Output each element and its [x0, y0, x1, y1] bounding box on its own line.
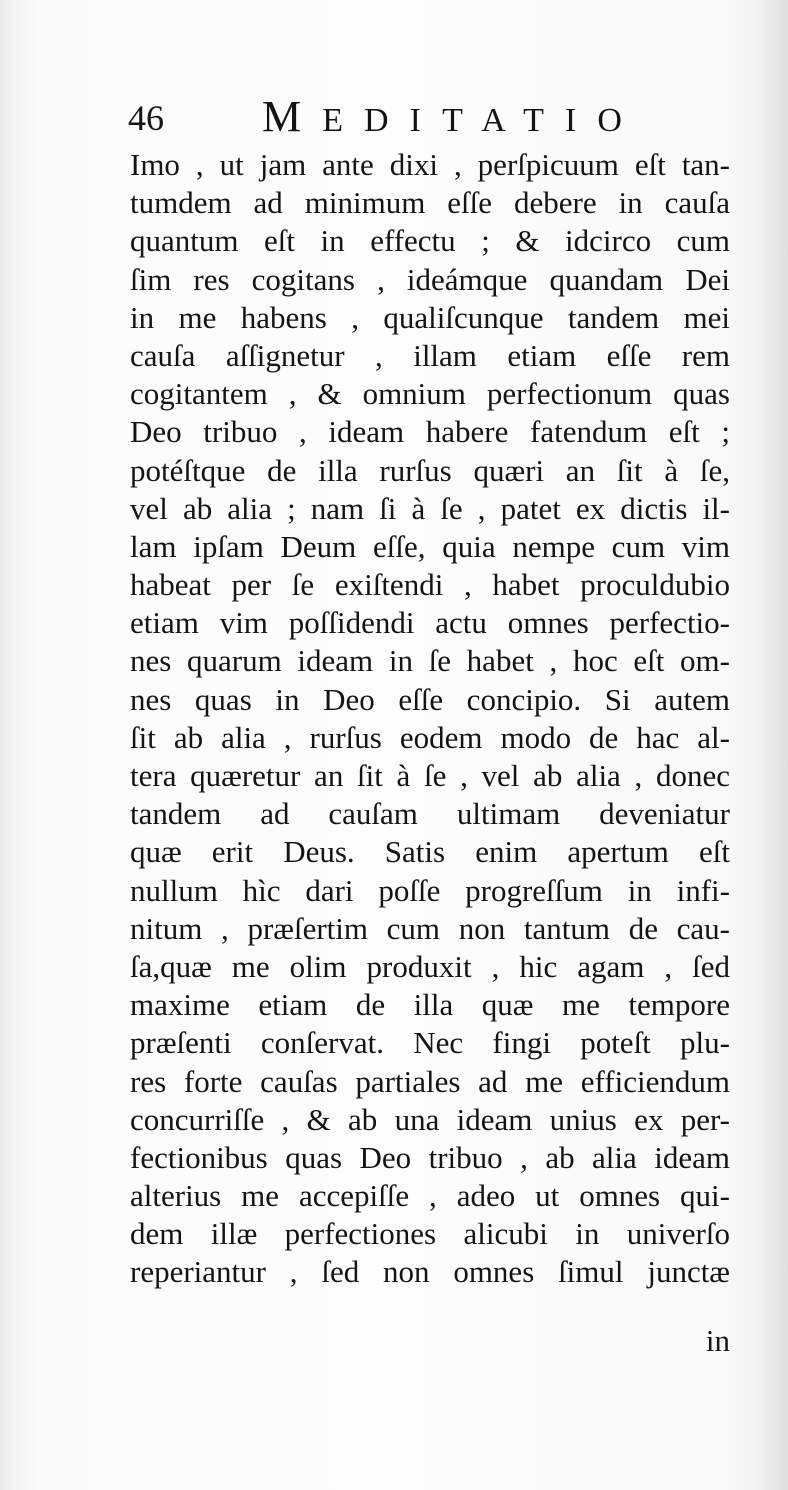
text-line: res forte cauſas partiales ad me efficiendum — [130, 1063, 730, 1099]
text-line: in me habens , qualiſcunque tandem mei — [130, 299, 730, 335]
text-line: nes quarum ideam in ſe habet , hoc eſt om- — [130, 643, 730, 679]
catchword: in — [705, 1323, 730, 1358]
text-line: nitum , præſertim cum non tantum de cau- — [130, 910, 730, 946]
text-line: tera quæretur an ſit à ſe , vel ab alia , donec — [130, 758, 730, 793]
text-line: fectionibus quas Deo tribuo , ab alia ideam — [130, 1139, 730, 1175]
text-line: cauſa aſſignetur , illam etiam eſſe rem — [130, 337, 730, 373]
page-edge-shadow — [758, 0, 788, 1490]
text-line: ſim res cogitans , ideámque quandam Dei — [130, 261, 730, 297]
page-number: 46 — [128, 98, 164, 138]
text-line: nullum hìc dari poſſe progreſſum in infi- — [130, 872, 730, 908]
text-line: quæ erit Deus. Satis enim apertum eſt — [130, 834, 730, 870]
text-line: maxime etiam de illa quæ me tempore — [130, 987, 730, 1023]
running-head: MEDITATIO — [262, 92, 643, 141]
text-line: cogitantem , & omnium perfectionum quas — [130, 376, 730, 412]
text-line: lam ipſam Deum eſſe, quia nempe cum vim — [130, 528, 730, 564]
text-line: potéſtque de illa rurſus quæri an ſit à ſe, — [130, 452, 730, 488]
text-line: reperiantur , ſed non omnes ſimul junctæ — [130, 1254, 730, 1290]
text-line: tumdem ad minimum eſſe debere in cauſa — [130, 185, 730, 221]
text-line: Deo tribuo , ideam habere fatendum eſt ; — [130, 414, 730, 450]
text-line: alterius me accepiſſe , adeo ut omnes qui- — [130, 1178, 730, 1214]
body-text — [130, 146, 730, 1292]
text-line: dem illæ perfectiones alicubi in univerſo — [130, 1216, 730, 1252]
text-line: præſenti conſervat. Nec fingi poteſt plu- — [130, 1025, 730, 1061]
text-line: concurriſſe , & ab una ideam unius ex per- — [130, 1101, 730, 1137]
text-line: etiam vim poſſidendi actu omnes perfectio- — [130, 605, 730, 641]
text-line: Imo , ut jam ante dixi , perſpicuum eſt tan- — [130, 147, 730, 182]
text-line: quantum eſt in effectu ; & idcirco cum — [130, 223, 730, 259]
text-line: ſit ab alia , rurſus eodem modo de hac al- — [130, 719, 730, 755]
text-line: ſa,quæ me olim produxit , hic agam , ſed — [130, 948, 730, 984]
text-line: nes quas in Deo eſſe concipio. Si autem — [130, 681, 730, 717]
text-line: vel ab alia ; nam ſi à ſe , patet ex dictis il- — [130, 490, 730, 526]
text-line: habeat per ſe exiſtendi , habet proculdubio — [130, 567, 730, 603]
text-line: tandem ad cauſam ultimam deveniatur — [130, 796, 730, 832]
